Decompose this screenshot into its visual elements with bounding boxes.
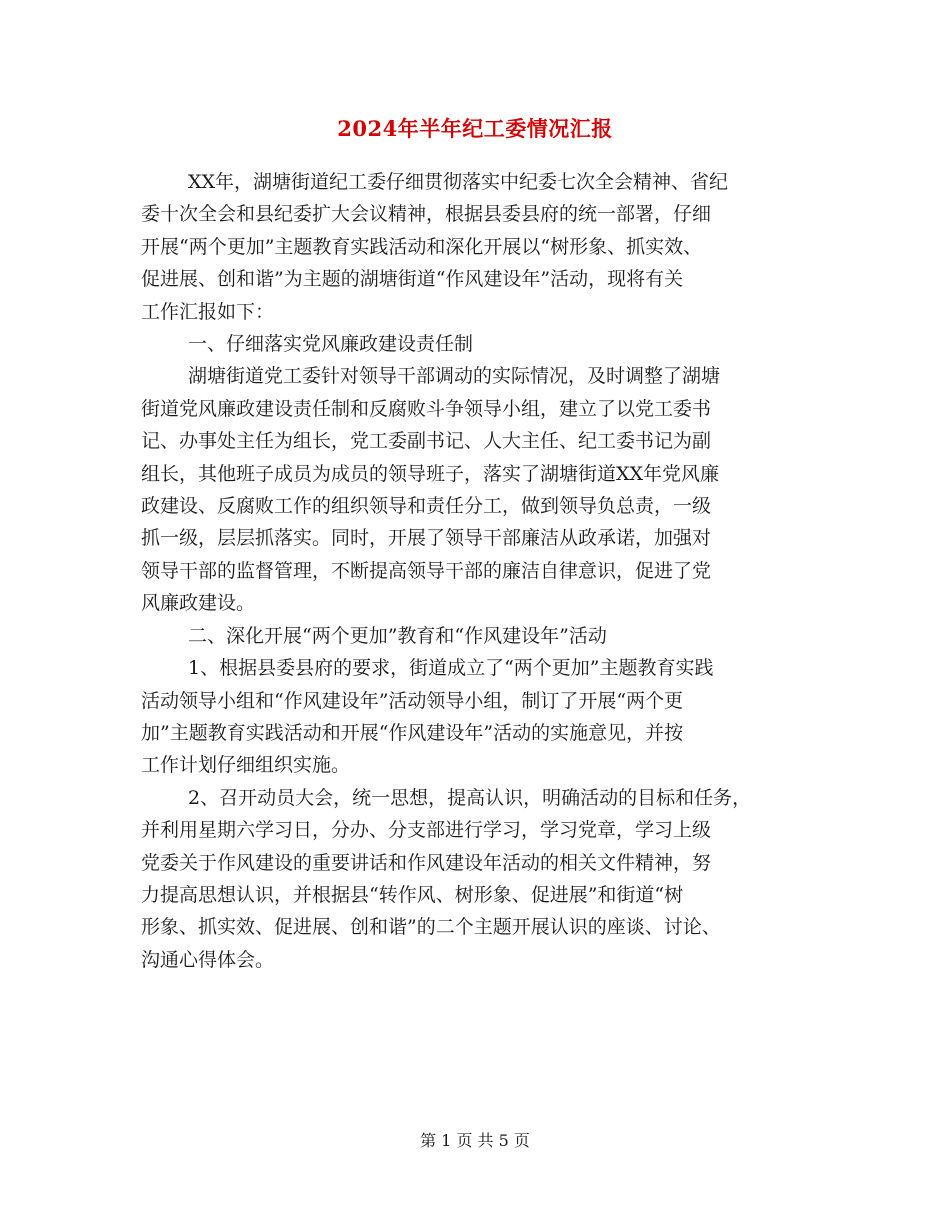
text-line: 政建设、反腐败工作的组织领导和责任分工，做到领导负总责，一级 bbox=[141, 495, 712, 518]
text-line: 开展“两个更加”主题教育实践活动和深化开展以“树形象、抓实效、 bbox=[141, 235, 703, 258]
text-line: 1、根据县委县府的要求，街道成立了“两个更加”主题教育实践 bbox=[188, 657, 714, 680]
text-line: 力提高思想认识，并根据县“转作风、树形象、促进展”和街道“树 bbox=[141, 883, 684, 906]
text-line: 活动领导小组和“作风建设年”活动领导小组，制订了开展“两个更 bbox=[141, 689, 684, 712]
text-line: 并利用星期六学习日，分办、分支部进行学习，学习党章，学习上级 bbox=[141, 819, 712, 842]
text-line: 风廉政建设。 bbox=[141, 592, 256, 615]
text-line: 加”主题教育实践活动和开展“作风建设年”活动的实施意见，并按 bbox=[141, 721, 684, 744]
text-line: 党委关于作风建设的重要讲话和作风建设年活动的相关文件精神，努 bbox=[141, 851, 712, 874]
section-2-item-1 bbox=[141, 652, 831, 782]
heading-line: 二、深化开展“两个更加”教育和“作风建设年”活动 bbox=[188, 624, 607, 647]
text-line: 委十次全会和县纪委扩大会议精神，根据县委县府的统一部署，仔细 bbox=[141, 203, 712, 226]
section-heading-2 bbox=[141, 620, 831, 652]
text-line: 街道党风廉政建设责任制和反腐败斗争领导小组，建立了以党工委书 bbox=[141, 397, 712, 420]
text-line: 沟通心得体会。 bbox=[141, 948, 275, 971]
text-line: 组长，其他班子成员为成员的领导班子，落实了湖塘街道XX年党风廉 bbox=[141, 462, 720, 485]
text-line: 形象、抓实效、促进展、创和谐”的二个主题开展认识的座谈、讨论、 bbox=[141, 916, 721, 939]
page-footer: 第 1 页 共 5 页 bbox=[420, 1131, 530, 1150]
section-1-paragraph bbox=[141, 360, 831, 619]
text-line: 湖塘街道党工委针对领导干部调动的实际情况，及时调整了湖塘 bbox=[188, 365, 721, 388]
text-line: 2、召开动员大会，统一思想，提高认识，明确活动的目标和任务， bbox=[188, 786, 752, 809]
intro-paragraph bbox=[141, 166, 831, 328]
text-line: 记、办事处主任为组长，党工委副书记、人大主任、纪工委书记为副 bbox=[141, 430, 712, 453]
text-line: XX年，湖塘街道纪工委仔细贯彻落实中纪委七次全会精神、省纪 bbox=[188, 171, 729, 193]
text-line: 领导干部的监督管理，不断提高领导干部的廉洁自律意识，促进了党 bbox=[141, 559, 712, 582]
text-line: 工作计划仔细组织实施。 bbox=[141, 754, 351, 777]
text-line: 抓一级，层层抓落实。同时，开展了领导干部廉洁从政承诺，加强对 bbox=[141, 527, 712, 550]
document-title: 2024年半年纪工委情况汇报 bbox=[337, 116, 613, 141]
section-2-item-2 bbox=[141, 782, 831, 976]
heading-line: 一、仔细落实党风廉政建设责任制 bbox=[188, 333, 474, 356]
text-line: 工作汇报如下： bbox=[141, 300, 275, 323]
section-heading-1 bbox=[141, 328, 831, 360]
document-body bbox=[141, 166, 831, 976]
text-line: 促进展、创和谐”为主题的湖塘街道“作风建设年”活动，现将有关 bbox=[141, 268, 684, 291]
